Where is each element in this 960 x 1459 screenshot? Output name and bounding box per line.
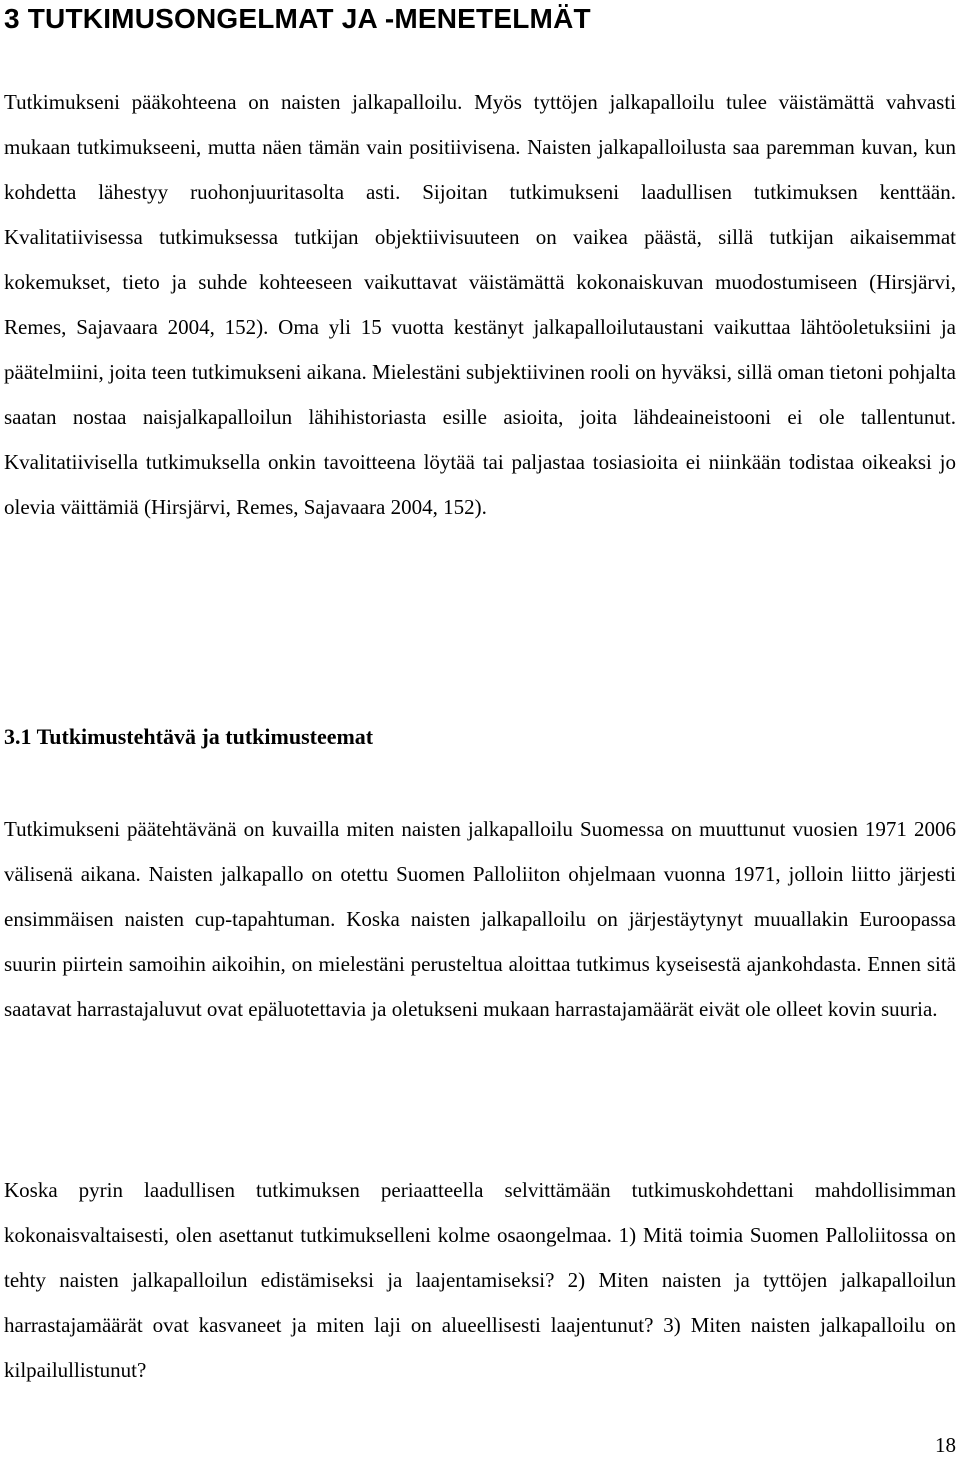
document-page <box>4 0 956 1459</box>
section-heading: 3.1 Tutkimustehtävä ja tutkimusteemat <box>4 724 374 749</box>
paragraph-sub-problems: Koska pyrin laadullisen tutkimuksen periaatteella selvittämään tutkimuskohdettani mahdollisimman kokonaisvaltaisesti, olen asettanut tutkimukselleni kolme osaongelmaa. 1) Mitä toimia Suomen Palloliitossa on tehty naisten jalkapalloilun edistämiseksi ja laajentamiseksi? 2) Miten naisten ja tyttöjen jalkapalloilun harrastajamäärät ovat kasvaneet ja miten laji on alueellisesti laajentunut? 3) Miten naisten jalkapalloilu on kilpailullistunut? <box>4 1178 956 1382</box>
paragraph-research-task: Tutkimukseni päätehtävänä on kuvailla miten naisten jalkapalloilu Suomessa on muuttunut vuosien 1971 2006 välisenä aikana. Naisten jalkapallo on otettu Suomen Palloliiton ohjelmaan vuonna 1971, jolloin liitto järjesti ensimmäisen naisten cup-tapahtuman. Koska naisten jalkapalloilu on järjestäytynyt muuallakin Euroopassa suurin piirtein samoihin aikoihin, on mielestäni perusteltua aloittaa tutkimus kyseisestä ajankohdasta. Ennen sitä saatavat harrastajaluvut ovat epäluotettavia ja oletukseni mukaan harrastajamäärät eivät ole olleet kovin suuria. <box>4 817 956 1021</box>
chapter-heading: 3 TUTKIMUSONGELMAT JA -MENETELMÄT <box>4 3 591 34</box>
page-number: 18 <box>935 1433 956 1457</box>
paragraph-methods: Tutkimukseni pääkohteena on naisten jalkapalloilu. Myös tyttöjen jalkapalloilu tulee väistämättä vahvasti mukaan tutkimukseeni, mutta näen tämän vain positiivisena. Naisten jalkapalloilusta saa paremman kuvan, kun kohdetta lähestyy ruohonjuuritasolta asti. Sijoitan tutkimukseni laadullisen tutkimuksen kenttään. Kvalitatiivisessa tutkimuksessa tutkijan objektiivisuuteen on vaikea päästä, sillä tutkijan aikaisemmat kokemukset, tieto ja suhde kohteeseen vaikuttavat väistämättä kokonaiskuvan muodostumiseen (Hirsjärvi, Remes, Sajavaara 2004, 152). Oma yli 15 vuotta kestänyt jalkapalloilutaustani vaikuttaa lähtöoletuksiini ja päätelmiini, joita teen tutkimukseni aikana. Mielestäni subjektiivinen rooli on hyväksi, sillä oman tietoni pohjalta saatan nostaa naisjalkapalloilun lähihistoriasta esille asioita, joita lähdeaineistooni ei ole tallentunut. Kvalitatiivisella tutkimuksella onkin tavoitteena löytää tai paljastaa tosiasioita ei niinkään todistaa oikeaksi jo olevia väittämiä (Hirsjärvi, Remes, Sajavaara 2004, 152). <box>4 90 956 519</box>
